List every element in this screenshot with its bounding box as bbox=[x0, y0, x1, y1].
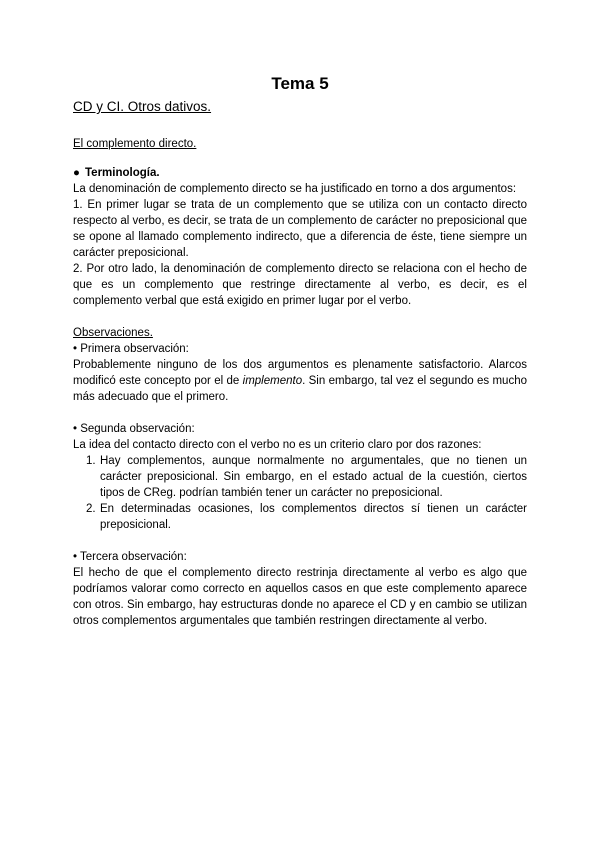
section-heading-observaciones: Observaciones. bbox=[73, 327, 153, 339]
page-subtitle: CD y CI. Otros dativos. bbox=[73, 99, 212, 114]
terminology-point-1: 1. En primer lugar se trata de un complemento que se utiliza con un contacto directo respecto al verbo, es decir, se trata de un complemento de carácter no preposicional que se opone al llamado complemento indirecto, que a diferencia de éste, tiene siempre un carácter preposicional. bbox=[73, 199, 527, 259]
list-item-number: 1. bbox=[86, 455, 96, 467]
list-item-number: 2. bbox=[86, 503, 96, 515]
terminology-intro: La denominación de complemento directo se ha justificado en torno a dos argumentos: bbox=[73, 183, 517, 195]
observation-2-label: • Segunda observación: bbox=[73, 423, 195, 435]
list-item-text: En determinadas ocasiones, los complementos directos sí tienen un carácter preposicional. bbox=[100, 503, 527, 531]
list-item bbox=[73, 453, 527, 501]
bullet-heading-label: Terminología. bbox=[85, 167, 160, 179]
observation-1-italic-term: implemento bbox=[242, 375, 303, 387]
observation-3-label: • Tercera observación: bbox=[73, 551, 187, 563]
terminology-point-2: 2. Por otro lado, la denominación de complemento directo se relaciona con el hecho de que es un complemento que restringe directamente al verbo, es decir, es el complemento verbal que está exigido en primer lugar por el verbo. bbox=[73, 263, 527, 307]
section-heading-complemento-directo: El complemento directo. bbox=[73, 138, 197, 150]
observation-1-text bbox=[73, 357, 527, 405]
observation-2-intro: La idea del contacto directo con el verbo no es un criterio claro por dos razones: bbox=[73, 439, 482, 451]
observation-1-text-part: . Sin embargo, tal vez el segundo es mucho más adecuado que el primero. bbox=[73, 375, 527, 403]
list-item-text: Hay complementos, aunque normalmente no argumentales, que no tienen un carácter preposicional. Sin embargo, en el estado actual de la cuestión, ciertos tipos de CReg. podrían también tener un carácter no preposicional. bbox=[100, 455, 527, 499]
page-title: Tema 5 bbox=[271, 74, 329, 93]
observation-1-label: • Primera observación: bbox=[73, 343, 189, 355]
observation-2-list bbox=[73, 453, 527, 533]
observation-3-text: El hecho de que el complemento directo restrinja directamente al verbo es algo que podríamos valorar como correcto en aquellos casos en que este complemento aparece con otros. Sin embargo, hay estructuras donde no aparece el CD y en cambio se utilizan otros complementos argumentales que también restringen directamente al verbo. bbox=[73, 567, 527, 627]
bullet-icon: ● bbox=[73, 167, 80, 179]
observation-1-text-part: Probablemente ninguno de los dos argumentos es plenamente satisfactorio. Alarcos modificó este concepto por el de bbox=[73, 359, 527, 387]
list-item bbox=[73, 501, 527, 533]
bullet-heading-terminologia bbox=[73, 165, 527, 181]
document-body bbox=[73, 136, 527, 629]
